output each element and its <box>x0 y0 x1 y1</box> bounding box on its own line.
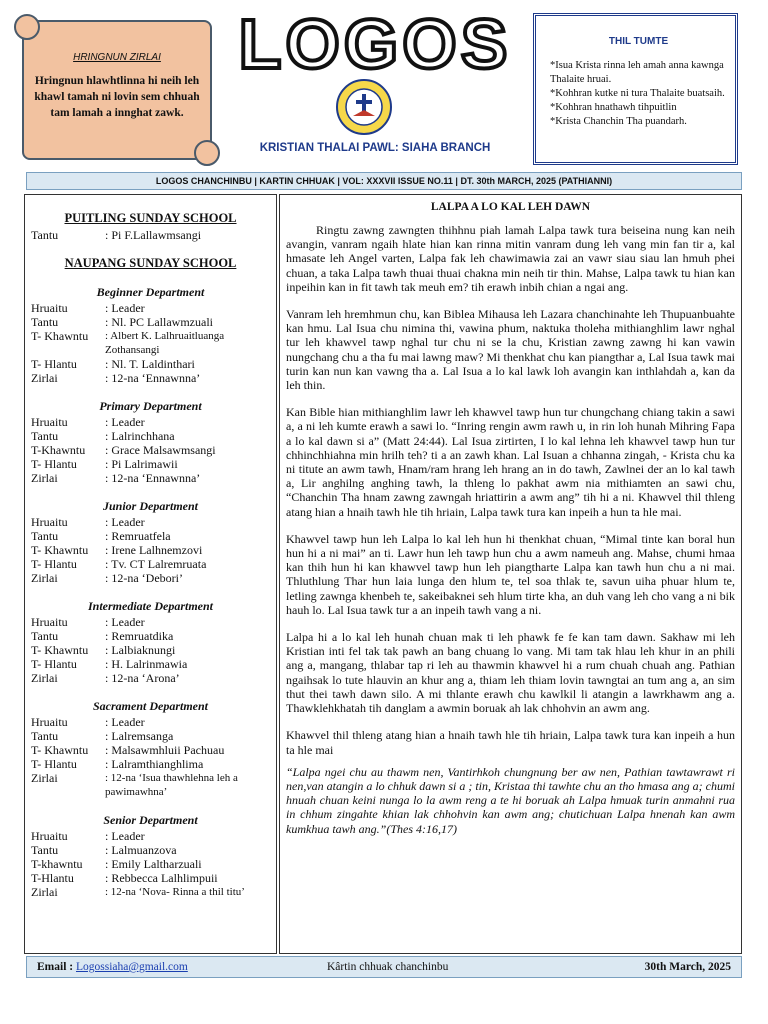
ktp-emblem-icon <box>335 78 393 136</box>
puitling-title: PUITLING SUNDAY SCHOOL <box>64 211 237 225</box>
list-item <box>31 643 270 657</box>
role-label: Hruaitu <box>31 515 68 529</box>
role-label: Hruaitu <box>31 301 68 315</box>
objective-item: *Krista Chanchin Tha puandarh. <box>550 116 687 127</box>
role-label: Tantu <box>31 843 59 857</box>
role-value: : Pi F.Lallawmsangi <box>105 228 202 242</box>
role-value: : Lalrinchhana <box>105 429 175 443</box>
list-item <box>31 529 270 543</box>
role-value: : 12-na ‘Ennawnna’ <box>105 471 201 485</box>
list-item <box>31 557 270 571</box>
role-label: T- Hlantu <box>31 357 77 371</box>
list-item <box>31 729 270 743</box>
article-column <box>279 194 742 954</box>
footer-date: 30th March, 2025 <box>644 961 731 973</box>
branch-name: KRISTIAN THALAI PAWL: SIAHA BRANCH <box>259 142 491 154</box>
role-label: Hruaitu <box>31 715 68 729</box>
role-value: : 12-na ‘Debori’ <box>105 571 183 585</box>
scripture-quote: “Lalpa ngei chu au thawm nen, Vantirhkoh chungnung ber aw nen, Pathian tawtawrawt ri nen,van atangin a lo chhuk dawn si a ; tin, Kristaa thi tawhte chu an tho hmasa ang a; chumi hnuah chuan keini nunga lo la awm reng a te hi boruak ah Lalpa hmuak turin anmahni rua in chhum zingahte khian lak chhohvin kan awm ang; chutichuan Lalpa hnenah kan awm kumkhua tawh ang.”(Thes 4:16,17) <box>286 764 735 836</box>
role-label: T- Khawntu <box>31 743 89 757</box>
department-heading: Beginner Department <box>96 285 205 299</box>
role-value: : 12-na ‘Ennawnna’ <box>105 371 201 385</box>
email-link[interactable]: Logossiaha@gmail.com <box>75 961 188 973</box>
list-item <box>31 615 270 629</box>
role-value: : Remruatfela <box>105 529 171 543</box>
role-value: : Lalramthianghlima <box>105 757 204 771</box>
role-value: : H. Lalrinmawia <box>105 657 188 671</box>
role-label: Tantu <box>31 729 59 743</box>
role-value: : Leader <box>105 415 145 429</box>
footer-email <box>37 961 327 973</box>
list-item <box>31 415 270 429</box>
role-label: Hruaitu <box>31 615 68 629</box>
department-heading: Sacrament Department <box>92 699 208 713</box>
role-label: T- Khawntu <box>31 329 89 343</box>
role-label: Hruaitu <box>31 415 68 429</box>
role-value: : Grace Malsawmsangi <box>105 443 216 457</box>
role-value: : Rebbecca Lalhlimpuii <box>105 871 218 885</box>
role-value: : Remruatdika <box>105 629 174 643</box>
role-label: Tantu <box>31 429 59 443</box>
role-label: T- Hlantu <box>31 757 77 771</box>
department-heading: Senior Department <box>103 813 198 827</box>
email-label: Email : <box>37 961 76 973</box>
list-item <box>31 228 270 242</box>
list-item <box>31 857 270 871</box>
role-label: T- Khawntu <box>31 643 89 657</box>
role-value: : Nl. T. Laldinthari <box>105 357 195 371</box>
list-item <box>31 329 270 357</box>
list-item <box>31 357 270 371</box>
article-title: LALPA A LO KAL LEH DAWN <box>430 201 591 213</box>
list-item <box>31 671 270 685</box>
role-value: : Malsawmhluii Pachuau <box>105 743 225 757</box>
objective-item: *Kohhran kutke ni tura Thalaite buatsaih. <box>550 88 725 99</box>
role-label: Hruaitu <box>31 829 68 843</box>
objective-item: *Kohhran hnathawh tihpuitlin <box>550 102 677 113</box>
list-item <box>31 715 270 729</box>
list-item <box>31 315 270 329</box>
department-heading: Primary Department <box>99 399 202 413</box>
role-value: : Lalremsanga <box>105 729 174 743</box>
role-value: : Irene Lalhnemzovi <box>105 543 203 557</box>
logos-masthead <box>225 8 525 78</box>
article-paragraph: Ringtu zawng zawngten thihhnu piah lamah Lalpa tawk tura beiseina nung kan neih avangin, vanram ngaih hlate hian kan rinna mitin vanram dung leh vang min fan tir a, kal hmasate leh Angel varten, Lalpa fak leh chawimawia zai an vawr siau siau lan hmuh phei chuan, a taka Lalpa tawh thuai thuai chakna min neih tir thin. Mahse, Lalpa tawk tu hian kan inpeihin kan in fit tawh tak meuh em? tih erawh inbih chian a ngai ang. <box>286 223 735 294</box>
role-value: : Leader <box>105 301 145 315</box>
role-label: T- Hlantu <box>31 657 77 671</box>
role-label: T- Hlantu <box>31 457 77 471</box>
department-heading: Intermediate Department <box>88 599 213 613</box>
role-label: T-Hlantu <box>31 871 74 885</box>
role-value: : Lalbiaknungi <box>105 643 176 657</box>
role-value: : Lalmuanzova <box>105 843 177 857</box>
role-value: : Albert K. Lalhruaitluanga Zothansangi <box>105 330 225 356</box>
role-value: : Leader <box>105 829 145 843</box>
list-item <box>31 871 270 885</box>
role-label: T-khawntu <box>31 857 83 871</box>
article-paragraph: Khawvel thil thleng atang hian a hnaih tawh hle tih hriain, Lalpa tawk tura kan inpeih a hun ta hle mai <box>286 728 735 757</box>
role-value: : 12-na ‘Nova- Rinna a thil titu’ <box>105 886 245 898</box>
list-item <box>31 771 270 799</box>
role-label: Tantu <box>31 629 59 643</box>
role-value: : 12-na ‘Arona’ <box>105 671 180 685</box>
list-item <box>31 757 270 771</box>
article-paragraph: Kan Bible hian mithianghlim lawr leh khawvel tawp hun tur chungchang chiang takin a sawi a, a ni leh kumte erawh a sawi lo. “Inring rengin awm rawh u, in rin loh hunah Mihring Fapa a lo kal dawn si a” (Matt 24:44). Lal Isua zirtirten, I lo kal lehna leh khawvel tawp hun tur chhinchhiahna min hrilh teh? ti a an zawh khan. Lal Isuan a chhanna zingah, - Krista chu ka ni titute an awm tawh, Hnam/ram hrang leh hrang an in do tawh, Zawlnei der an lo kal tawh a, Lir anghilng anghing tawh, la thleng lo pakhat awm nia mithiamten an sawi chu, “Chanchin Tha hnam zawng zawngah hriattirin a awm ang” tih hi a ni. Khawvel thil thleng atang hian a hnaih tawh hle tih hriain, Lalpa tawk tura kan inpeih a hun ta hle mai. <box>286 405 735 519</box>
role-label: Zirlai <box>31 471 58 485</box>
objective-item: *Isua Krista rinna leh amah anna kawnga Thalaite hruai. <box>550 60 724 85</box>
list-item <box>31 629 270 643</box>
objectives-box <box>533 13 738 165</box>
role-label: Zirlai <box>31 371 58 385</box>
list-item <box>31 515 270 529</box>
list-item <box>31 443 270 457</box>
article-paragraph: Lalpa hi a lo kal leh hunah chuan mak ti leh phawk fe fe kan tam dawn. Sakhaw mi leh Kristian inti fel tak tak pawh an bang chuang lo vang. Mi tam tak hlau leh khur in an phili ang a, mangang, thlabar tap ri leh au thawmin khawvel hi a rum chuah chuah ang. Pathian ngaihsak lo tute hlauvin an khur ang a, thiam leh thiam lovin tawngtai an tum ang a, an sim thut thei tawh dawn silo. A mi thlante erawh chu kawlkil li atangin a lawrkhawm ang a. Thawklehkhatah tih danglam a awmin boruak ah lak chhohvin an awm ang. <box>286 630 735 716</box>
role-label: Tantu <box>31 228 59 242</box>
role-value: : Tv. CT Lalremruata <box>105 557 207 571</box>
naupang-title: NAUPANG SUNDAY SCHOOL <box>64 256 237 270</box>
list-item <box>31 885 270 899</box>
role-label: T- Khawntu <box>31 543 89 557</box>
departments-list <box>31 285 270 899</box>
role-value: : Leader <box>105 515 145 529</box>
list-item <box>31 657 270 671</box>
article-paragraph: Khawvel tawp hun leh Lalpa lo kal leh hun hi thenkhat chuan, “Mimal tinte kan boral hun hun hi a ni mai” an ti. Lawr hun leh tawp hun chu a awm nameuh ang. Mahse, chumi hmaa kan thih hun hi kan khawvel tawp hun leh piangtharte Lalpa kan tawh hun chu a ni mai. Thluthlung Thar hun laia lunga den hlum te, tel soa thlak te, savun uiha phuar hlum te, letling zawnga khenbeh te, sakeibaknei seh hlum tirte kha, an duh vang leh cho vang a ni bik hauh lo. Lal Isua tawk tur a an inpeih tawh vang a ni. <box>286 531 735 617</box>
list-item <box>31 371 270 385</box>
list-item <box>31 743 270 757</box>
role-label: T- Hlantu <box>31 557 77 571</box>
list-item <box>31 301 270 315</box>
list-item <box>31 571 270 585</box>
role-label: Zirlai <box>31 571 58 585</box>
role-label: Zirlai <box>31 885 58 899</box>
role-value: : Pi Lalrimawii <box>105 457 178 471</box>
article-paragraph: Vanram leh hremhmun chu, kan Biblea Mihausa leh Lazara chanchinahte leh Thupuanbuahte kan hmu. Lal Isua chu nimina thi, vawina phum, naktuka tholeha mithianghlim lawr nghal tur leh khawvel tawp nghal tur chu ni se la chu, Kristian zawng zawng hi kan vawin nungchang chu a tha fu mai lawng maw? Mi thenkhat chu kan piangthar a, Lal Isua tawk mai turin kan nun kan vawng tha a. Lal Isua a lo kal lawk loh avangin kan inthlahdah a, kan da leh thin. <box>286 307 735 393</box>
role-value: : Leader <box>105 615 145 629</box>
objectives-title: THIL TUMTE <box>608 36 669 47</box>
scroll-text: Hringnun hlawhtlinna hi neih leh khawl tamah ni lovin sem chhuah tam lamah a innghat zawk. <box>34 75 200 119</box>
list-item <box>31 829 270 843</box>
role-label: T-Khawntu <box>31 443 86 457</box>
list-item <box>31 457 270 471</box>
list-item <box>31 471 270 485</box>
list-item <box>31 843 270 857</box>
role-value: : Nl. PC Lallawmzuali <box>105 315 213 329</box>
role-label: Tantu <box>31 529 59 543</box>
footer-bar <box>26 956 742 978</box>
department-heading: Junior Department <box>102 499 198 513</box>
issue-info-bar: LOGOS CHANCHINBU | KARTIN CHHUAK | VOL: XXXVII ISSUE NO.11 | DT. 30th MARCH, 2025 (PATHIANNI) <box>26 172 742 190</box>
footer-tagline: Kârtin chhuak chanchinbu <box>327 961 449 973</box>
role-value: : Leader <box>105 715 145 729</box>
role-label: Tantu <box>31 315 59 329</box>
role-label: Zirlai <box>31 771 58 785</box>
list-item <box>31 543 270 557</box>
role-value: : 12-na ‘Isua thawhlehna leh a pawimawhna’ <box>105 772 238 798</box>
quote-scroll <box>22 20 212 160</box>
list-item <box>31 429 270 443</box>
scroll-title: HRINGNUN ZIRLAI <box>73 52 161 63</box>
logo-text: LOGOS <box>238 8 512 78</box>
role-label: Zirlai <box>31 671 58 685</box>
sunday-school-column <box>24 194 277 954</box>
role-value: : Emily Laltharzuali <box>105 857 202 871</box>
